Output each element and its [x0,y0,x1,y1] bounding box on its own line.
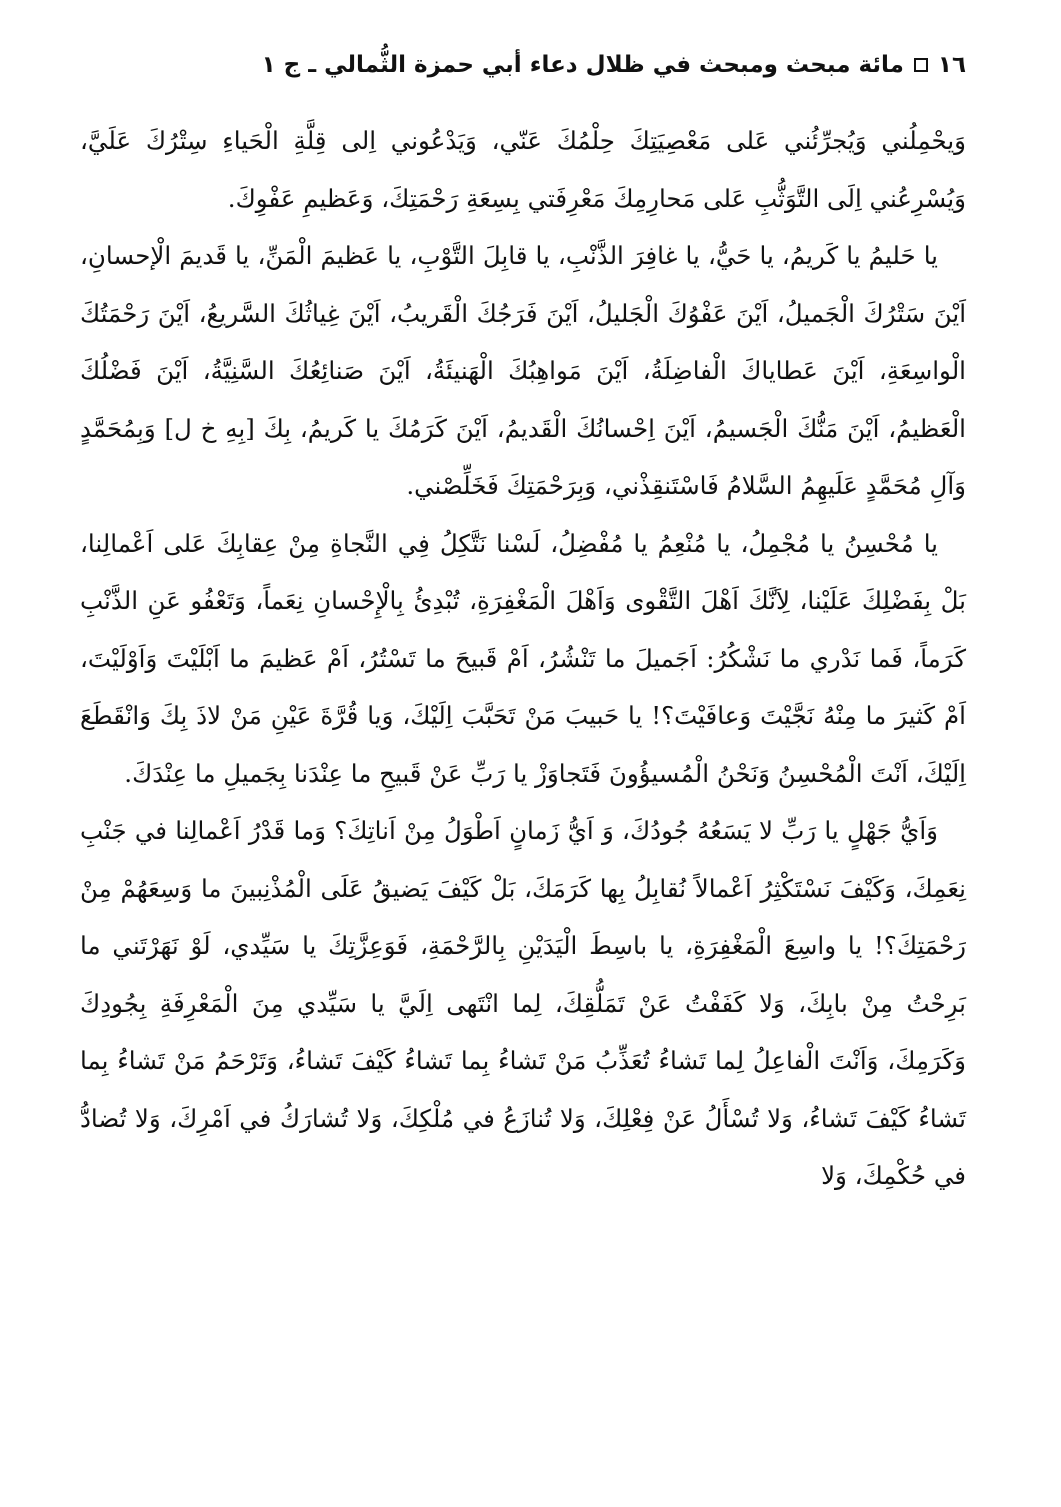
body-text [80,112,966,1205]
paragraph: يا مُحْسِنُ يا مُجْمِلُ، يا مُنْعِمُ يا مُفْضِلُ، لَسْنا نَتَّكِلُ فِي النَّجاةِ مِنْ عِقابِكَ عَلى اَعْمالِنا، بَلْ بِفَضْلِكَ عَلَيْنا، لِاَنَّكَ اَهْلَ التَّقْوى وَاَهْلَ الْمَغْفِرَةِ، تُبْدِئُ بِالْإِحْسانِ نِعَماً، وَتَعْفُو عَنِ الذَّنْبِ كَرَماً، فَما نَدْري ما نَشْكُرُ: اَجَميلَ ما تَنْشُرُ، اَمْ قَبيحَ ما تَسْتُرُ، اَمْ عَظيمَ ما اَبْلَيْتَ وَاَوْلَيْتَ، اَمْ كَثيرَ ما مِنْهُ نَجَّيْتَ وَعافَيْتَ؟! يا حَبيبَ مَنْ تَحَبَّبَ اِلَيْكَ، وَيا قُرَّةَ عَيْنِ مَنْ لاذَ بِكَ وَانْقَطَعَ اِلَيْكَ، اَنْتَ الْمُحْسِنُ وَنَحْنُ الْمُسيؤُونَ فَتَجاوَزْ يا رَبِّ عَنْ قَبيحِ ما عِنْدَنا بِجَميلِ ما عِنْدَكَ. [80,528,966,788]
paragraph: وَيحْمِلُني وَيُجرِّئُني عَلى مَعْصِيَتِكَ حِلْمُكَ عَنّي، وَيَدْعُوني اِلى قِلَّةِ الْحَياءِ سِتْرُكَ عَلَيَّ، وَيُسْرِعُني اِلَى التَّوَثُّبِ عَلى مَحارِمِكَ مَعْرِفَتي بِسِعَةِ رَحْمَتِكَ، وَعَظيمِ عَفْوِكَ. [80,126,966,213]
square-ornament-icon [914,58,928,72]
book-title: مائة مبحث ومبحث في ظلال دعاء أبي حمزة الثُّمالي ـ ج ١ [261,52,904,78]
paragraph: يا حَليمُ يا كَريمُ، يا حَيُّ، يا غافِرَ الذَّنْبِ، يا قابِلَ التَّوْبِ، يا عَظيمَ الْمَنِّ، يا قَديمَ الْإحسانِ، اَيْنَ سَتْرُكَ الْجَميلُ، اَيْنَ عَفْوُكَ الْجَليلُ، اَيْنَ فَرَجُكَ الْقَريبُ، اَيْنَ غِياثُكَ السَّريعُ، اَيْنَ رَحْمَتُكَ الْواسِعَةِ، اَيْنَ عَطاياكَ الْفاضِلَةُ، اَيْنَ مَواهِبُكَ الْهَنيئَةُ، اَيْنَ صَنائِعُكَ السَّنِيَّةُ، اَيْنَ فَضْلُكَ الْعَظيمُ، اَيْنَ مَنُّكَ الْجَسيمُ، اَيْنَ اِحْسانُكَ الْقَديمُ، اَيْنَ كَرَمُكَ يا كَريمُ، بِكَ [بِهِ خ ل] وَبِمُحَمَّدٍ وَآلِ مُحَمَّدٍ عَلَيهِمُ السَّلامُ فَاسْتَنقِذْني، وَبِرَحْمَتِكَ فَخَلِّصْني. [80,241,966,500]
running-head [80,40,966,90]
page-number: ١٦ [937,52,966,78]
paragraph: وَاَيُّ جَهْلٍ يا رَبِّ لا يَسَعُهُ جُودُكَ، وَ اَيُّ زَمانٍ اَطْوَلُ مِنْ اَناتِكَ؟ وَما قَدْرُ اَعْمالِنا في جَنْبِ نِعَمِكَ، وَكَيْفَ نَسْتَكْثِرُ اَعْمالاً نُقابِلُ بِها كَرَمَكَ، بَلْ كَيْفَ يَضيقُ عَلَى الْمُذْنِبينَ ما وَسِعَهُمْ مِنْ رَحْمَتِكَ؟! يا واسِعَ الْمَغْفِرَةِ، يا باسِطَ الْيَدَيْنِ بِالرَّحْمَةِ، فَوَعِزَّتِكَ يا سَيِّدي، لَوْ نَهَرْتَني ما بَرِحْتُ مِنْ بابِكَ، وَلا كَفَفْتُ عَنْ تَمَلُّقِكَ، لِما انْتَهى اِلَيَّ يا سَيِّدي مِنَ الْمَعْرِفَةِ بِجُودِكَ وَكَرَمِكَ، وَاَنْتَ الْفاعِلُ لِما تَشاءُ تُعَذِّبُ مَنْ تَشاءُ بِما تَشاءُ كَيْفَ تَشاءُ، وَتَرْحَمُ مَنْ تَشاءُ بِما تَشاءُ كَيْفَ تَشاءُ، وَلا تُسْأَلُ عَنْ فِعْلِكَ، وَلا تُنازَعُ في مُلْكِكَ، وَلا تُشارَكُ في اَمْرِكَ، وَلا تُضادُّ في حُكْمِكَ، وَلا [80,816,966,1190]
document-page [80,40,966,1487]
